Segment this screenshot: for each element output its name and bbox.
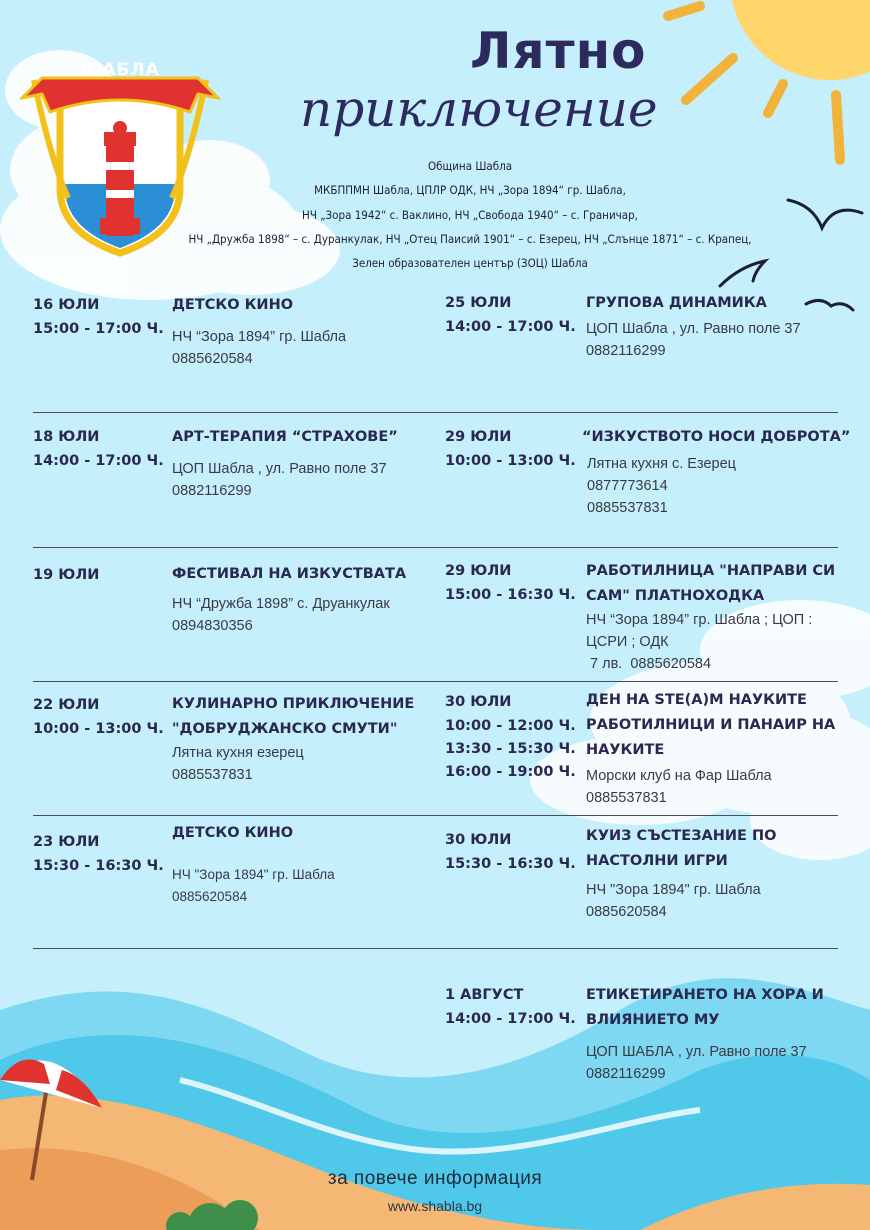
event-1-august (445, 987, 576, 1027)
event-title: КУЛИНАРНО ПРИКЛЮЧЕНИЕ (172, 696, 415, 712)
event-title: ФЕСТИВАЛ НА ИЗКУСТВАТА (172, 566, 407, 582)
event-title: ГРУПОВА ДИНАМИКА (586, 295, 767, 311)
event-venue: НЧ “Зора 1894” гр. Шабла (172, 329, 347, 345)
event-30-july-b (445, 832, 576, 872)
event-title: ДЕТСКО КИНО (172, 825, 294, 841)
event-29-july-b (445, 563, 576, 603)
event-title: ДЕН НА STE(A)M НАУКИТЕ (586, 692, 807, 708)
event-25-july (445, 295, 576, 335)
shabla-logo (20, 58, 220, 258)
event-date: 30 ЮЛИ (445, 694, 512, 710)
event-title: ЕТИКЕТИРАНЕТО НА ХОРА И (586, 987, 824, 1003)
event-venue: Лятна кухня с. Езерец (587, 456, 736, 472)
event-phone: 0894830356 (172, 618, 253, 634)
event-phone: 0885620584 (172, 889, 248, 904)
event-title: РАБОТИЛНИЦА "НАПРАВИ СИ (586, 563, 836, 579)
organizer-line: НЧ „Зора 1942“ с. Ваклино, НЧ „Свобода 1940“ – с. Граничар, (302, 208, 638, 222)
event-30-july-b-info (586, 824, 776, 923)
event-title: “ИЗКУСТВОТО НОСИ ДОБРОТА” (582, 429, 851, 445)
event-title: НАСТОЛНИ ИГРИ (586, 853, 728, 869)
event-time: 15:30 - 16:30 Ч. (445, 856, 576, 872)
event-phone: 0882116299 (586, 1066, 666, 1082)
event-date: 19 ЮЛИ (33, 567, 100, 583)
event-19-july (33, 567, 99, 583)
event-time: 14:00 - 17:00 Ч. (445, 1011, 576, 1027)
event-30-july-a-info (586, 688, 835, 809)
event-time: 13:30 - 15:30 Ч. (445, 741, 576, 757)
event-23-july-info (172, 821, 335, 908)
footer-link[interactable]: www.shabla.bg (387, 1198, 483, 1214)
event-date: 23 ЮЛИ (33, 834, 100, 850)
event-venue: Лятна кухня езерец (172, 745, 304, 761)
event-venue: НЧ "Зора 1894" гр. Шабла (586, 882, 761, 898)
event-date: 16 ЮЛИ (33, 297, 100, 313)
organizer-line: Зелен образователен център (ЗОЦ) Шабла (352, 256, 588, 270)
event-time: 15:00 - 17:00 Ч. (33, 321, 164, 337)
event-date: 18 ЮЛИ (33, 429, 100, 445)
event-date: 30 ЮЛИ (445, 832, 512, 848)
row-divider (33, 815, 838, 816)
event-29-july-b-info (586, 559, 835, 675)
event-date: 29 ЮЛИ (445, 563, 512, 579)
event-date: 22 ЮЛИ (33, 697, 100, 713)
event-phone: 0882116299 (172, 483, 252, 499)
row-divider (33, 681, 838, 682)
event-30-july-a (445, 694, 576, 780)
event-1-august-info (586, 983, 824, 1085)
event-date: 29 ЮЛИ (445, 429, 512, 445)
event-venue: НЧ “Зора 1894” гр. Шабла ; ЦОП : (586, 612, 813, 628)
event-price-phone: 7 лв. 0885620584 (586, 656, 712, 672)
event-time: 15:30 - 16:30 Ч. (33, 858, 164, 874)
event-time: 14:00 - 17:00 Ч. (33, 453, 164, 469)
event-phone: 0885537831 (172, 767, 253, 783)
row-divider (33, 412, 838, 413)
event-25-july-info (586, 291, 801, 362)
event-title: ДЕТСКО КИНО (172, 297, 294, 313)
event-phone: 0885620584 (172, 351, 253, 367)
event-date: 25 ЮЛИ (445, 295, 512, 311)
event-title: "ДОБРУДЖАНСКО СМУТИ" (172, 721, 398, 737)
event-venue: Морски клуб на Фар Шабла (586, 768, 772, 784)
event-29-july-a (445, 429, 576, 469)
event-venue: ЦОП ШАБЛА , ул. Равно поле 37 (586, 1044, 807, 1060)
event-time: 14:00 - 17:00 Ч. (445, 319, 576, 335)
event-16-july-info (172, 293, 346, 370)
organizer-line: МКБППМН Шабла, ЦПЛР ОДК, НЧ „Зора 1894“ гр. Шабла, (314, 183, 626, 197)
event-18-july (33, 429, 164, 469)
event-time: 16:00 - 19:00 Ч. (445, 764, 576, 780)
event-16-july (33, 297, 164, 337)
event-phone: 0877773614 (587, 478, 668, 494)
event-title: РАБОТИЛНИЦИ И ПАНАИР НА (586, 717, 836, 733)
organizer-line: Община Шабла (427, 159, 513, 173)
sun-icon (668, 0, 870, 160)
footer-info: за повече информация (327, 1168, 543, 1189)
row-divider (33, 948, 838, 949)
event-title: НАУКИТЕ (586, 742, 665, 758)
event-19-july-info (172, 562, 406, 637)
event-22-july-info (172, 692, 414, 786)
event-time: 10:00 - 13:00 Ч. (445, 453, 576, 469)
event-phone: 0882116299 (586, 343, 666, 359)
event-venue: ЦСРИ ; ОДК (586, 634, 669, 650)
event-time: 10:00 - 12:00 Ч. (445, 718, 576, 734)
event-phone: 0885537831 (586, 790, 667, 806)
poster-title: Лятно (470, 22, 647, 80)
event-time: 15:00 - 16:30 Ч. (445, 587, 576, 603)
event-title: КУИЗ СЪСТЕЗАНИЕ ПО (586, 828, 777, 844)
event-time: 10:00 - 13:00 Ч. (33, 721, 164, 737)
event-venue: ЦОП Шабла , ул. Равно поле 37 (172, 461, 387, 477)
organizer-line: НЧ „Дружба 1898“ – с. Дуранкулак, НЧ „Отец Паисий 1901“ – с. Езерец, НЧ „Слънце 1871“ – с. Крапец, (188, 232, 752, 246)
event-venue: НЧ "Зора 1894" гр. Шабла (172, 867, 335, 882)
event-title: САМ" ПЛАТНОХОДКА (586, 588, 765, 604)
event-23-july (33, 834, 164, 874)
event-title: ВЛИЯНИЕТО МУ (586, 1012, 720, 1028)
event-title: АРТ-ТЕРАПИЯ “СТРАХОВЕ” (172, 429, 398, 445)
event-venue: ЦОП Шабла , ул. Равно поле 37 (586, 321, 801, 337)
event-phone: 0885537831 (587, 500, 668, 516)
event-date: 1 АВГУСТ (445, 987, 524, 1003)
event-18-july-info (172, 425, 398, 502)
event-phone: 0885620584 (586, 904, 667, 920)
row-divider (33, 547, 838, 548)
event-venue: НЧ “Дружба 1898” с. Друанкулак (172, 596, 390, 612)
logo-text: ШАБЛА (80, 60, 160, 80)
poster-subtitle: приключение (300, 80, 658, 138)
event-29-july-a-info (582, 425, 850, 519)
event-22-july (33, 697, 164, 737)
